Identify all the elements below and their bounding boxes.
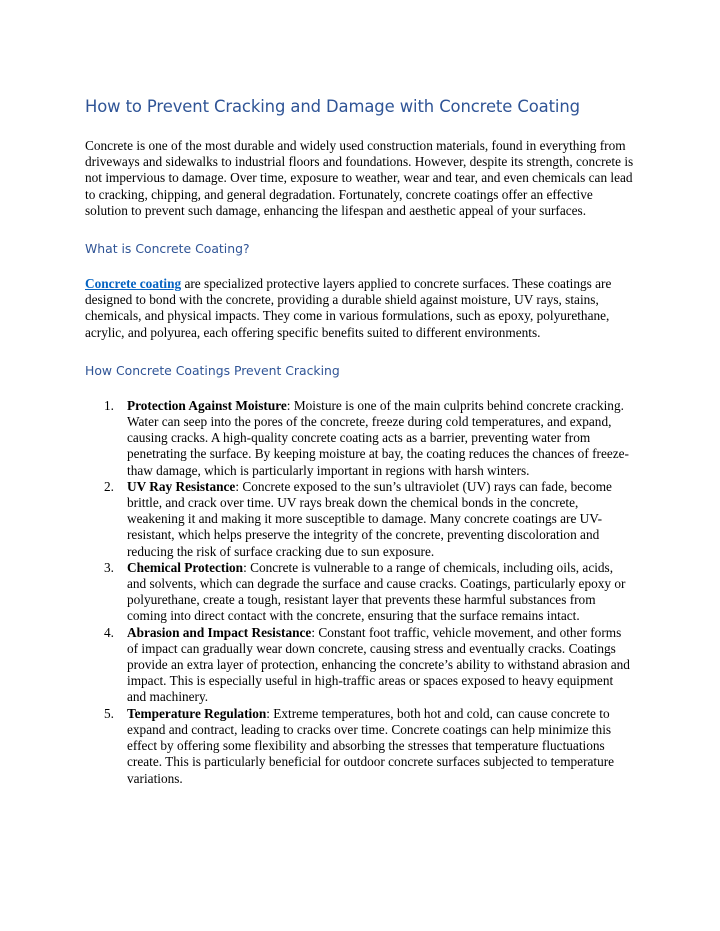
list-number: 5. (104, 705, 114, 721)
intro-paragraph: Concrete is one of the most durable and widely used construction materials, found in everything from driveways and sidewalks to industrial floors and foundations. However, despite its strength, concrete is not impervious to damage. Over time, exposure to weather, wear and tear, and even chemicals can lead to cracking, chipping, and general degradation. Fortunately, concrete coatings offer an effective solution to prevent such damage, enhancing the lifespan and aesthetic appeal of your surfaces. (85, 138, 634, 218)
list-text: : Moisture is one of the main culprits behind concrete cracking. Water can seep into the pores of the concrete, freeze during cold temperatures, and expand, causing cracks. A high-quality concrete coating acts as a barrier, preventing water from penetrating the surface. By keeping moisture at bay, the coating reduces the chances of freeze-thaw damage, which is particularly important in regions with harsh winters. (127, 397, 629, 478)
definition-paragraph (85, 276, 635, 341)
list-number: 3. (104, 559, 114, 575)
list-text: : Extreme temperatures, both hot and cold, can cause concrete to expand and contract, leading to cracks over time. Concrete coatings can help minimize this effect by offering some flexibility and absorbing the stresses that temperature fluctuations create. This is particularly beneficial for outdoor concrete surfaces subjected to temperature variations. (127, 705, 615, 786)
section-heading-how-prevent: How Concrete Coatings Prevent Cracking (85, 362, 340, 378)
list-text: : Constant foot traffic, vehicle movement, and other forms of impact can gradually wear down concrete, causing stress and eventually cracks. Coatings provide an extra layer of protection, enhancing the concrete’s ability to withstand abrasion and impact. This is especially useful in high-traffic areas or spaces exposed to heavy equipment and machinery. (127, 624, 630, 705)
list-item (85, 625, 635, 706)
benefits-list (85, 398, 635, 787)
list-text: : Concrete is vulnerable to a range of chemicals, including oils, acids, and solvents, which can degrade the surface and cause cracks. Coatings, particularly epoxy or polyurethane, create a tough, resistant layer that prevents these harmful substances from coming into direct contact with the concrete, ensuring that the surface remains intact. (127, 559, 626, 624)
list-item (85, 706, 635, 787)
list-term: Abrasion and Impact Resistance (127, 624, 312, 640)
list-number: 1. (104, 397, 114, 413)
list-term: Chemical Protection (127, 559, 244, 575)
definition-text: are specialized protective layers applied to concrete surfaces. These coatings are designed to bond with the concrete, providing a durable shield against moisture, UV rays, stains, chemicals, and physical impacts. They come in various formulations, such as epoxy, polyurethane, acrylic, and polyurea, each offering specific benefits suited to different environments. (85, 276, 612, 340)
list-term: UV Ray Resistance (127, 478, 236, 494)
list-term: Temperature Regulation (127, 705, 267, 721)
section-heading-what-is: What is Concrete Coating? (85, 241, 250, 257)
concrete-coating-link[interactable]: Concrete coating (85, 276, 182, 292)
document-page (85, 96, 635, 787)
list-item (85, 560, 635, 625)
list-item (85, 398, 635, 479)
list-number: 4. (104, 624, 114, 640)
page-title: How to Prevent Cracking and Damage with Concrete Coating (85, 97, 580, 116)
list-text: : Concrete exposed to the sun’s ultraviolet (UV) rays can fade, become brittle, and crack over time. UV rays break down the chemical bonds in the concrete, weakening it and making it more susceptible to damage. Many concrete coatings are UV-resistant, which helps preserve the integrity of the concrete, preventing discoloration and reducing the risk of surface cracking due to sun exposure. (127, 478, 612, 559)
list-term: Protection Against Moisture (127, 397, 287, 413)
list-item (85, 479, 635, 560)
list-number: 2. (104, 478, 114, 494)
